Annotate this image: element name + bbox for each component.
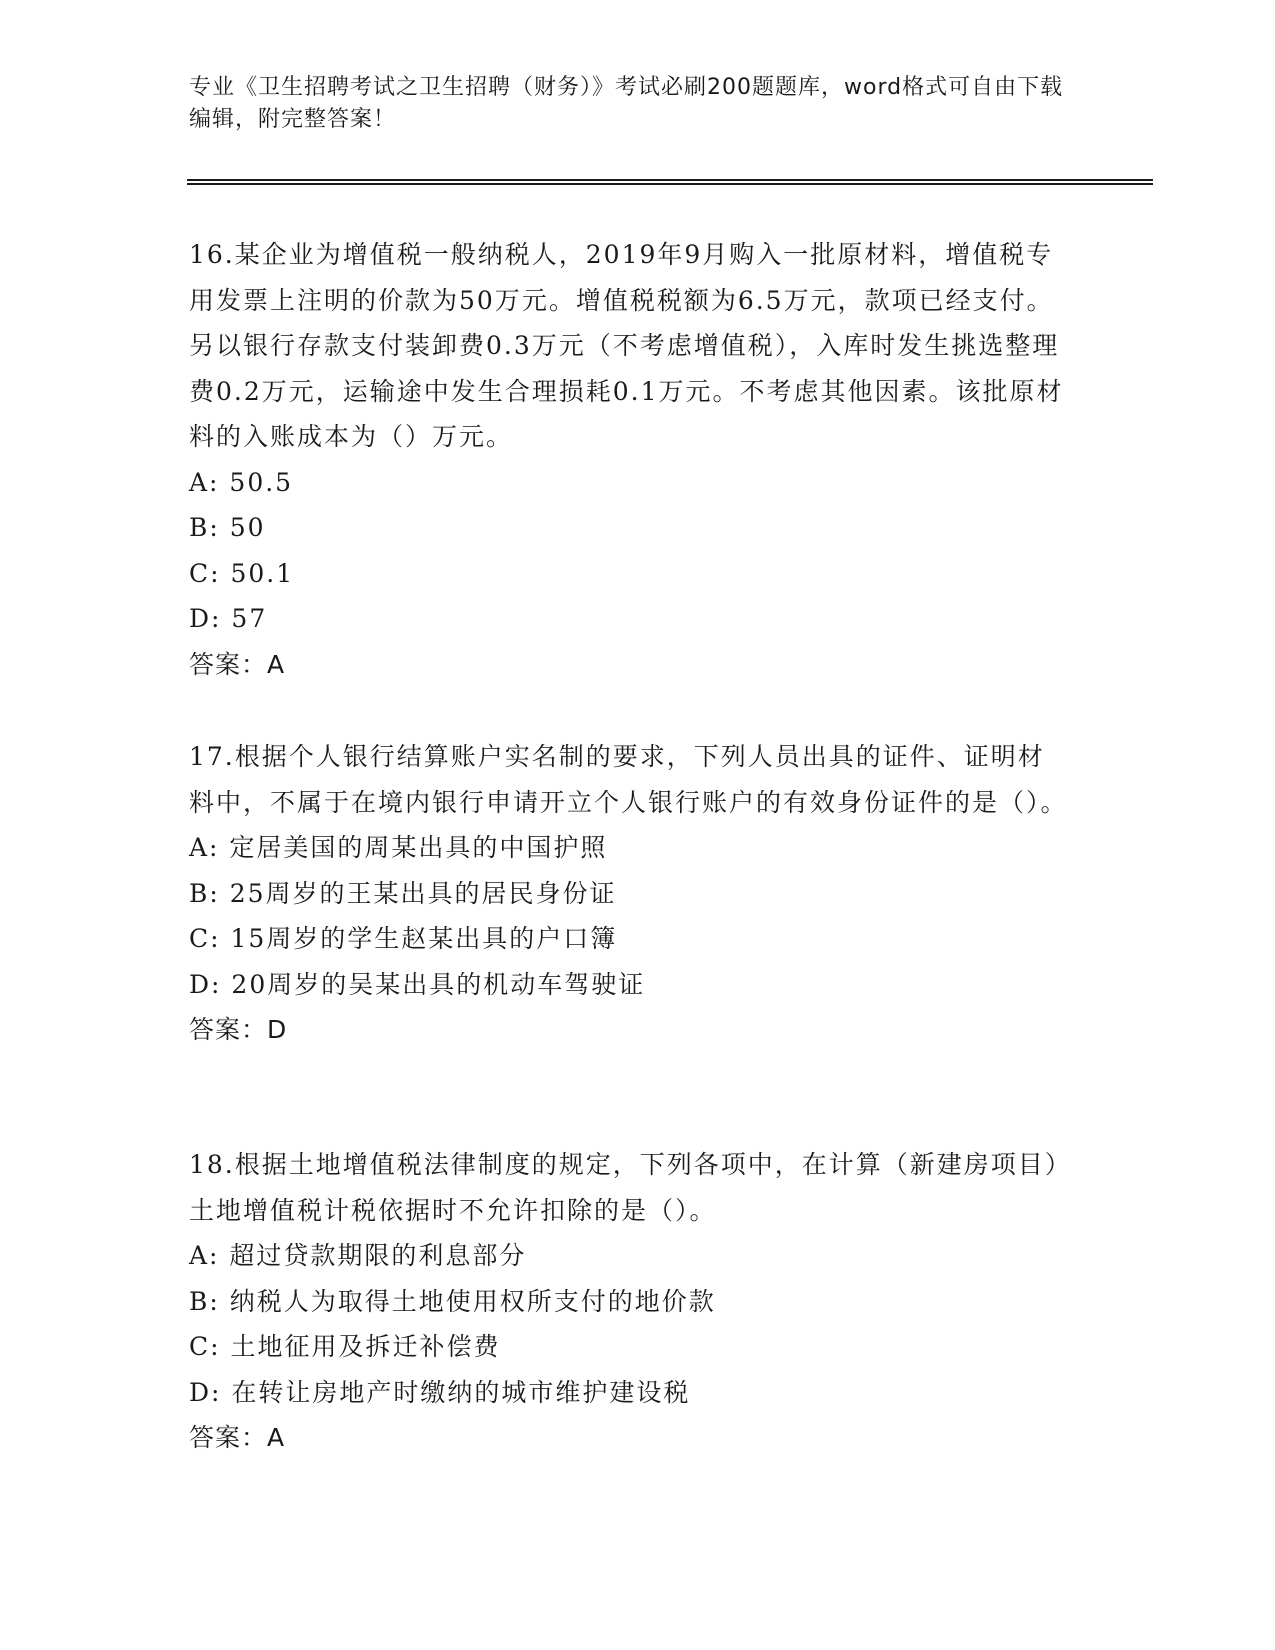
- option-a: A: 定居美国的周某出具的中国护照: [189, 833, 608, 862]
- question-17: [189, 734, 1069, 1053]
- answer-line: 答案：A: [189, 1423, 286, 1452]
- question-16: [189, 232, 1069, 687]
- option-a: A: 超过贷款期限的利息部分: [189, 1241, 527, 1270]
- question-stem: 18.根据土地增值税法律制度的规定，下列各项中，在计算（新建房项目）土地增值税计税依据时不允许扣除的是（）。: [189, 1150, 1060, 1225]
- option-b: B: 50: [189, 513, 266, 542]
- option-c: C: 土地征用及拆迁补偿费: [189, 1332, 501, 1361]
- option-b: B: 纳税人为取得土地使用权所支付的地价款: [189, 1286, 716, 1316]
- option-d: D: 在转让房地产时缴纳的城市维护建设税: [189, 1377, 691, 1407]
- answer-line: 答案：D: [189, 1015, 288, 1044]
- option-a: A: 50.5: [189, 467, 294, 497]
- option-d: D: 20周岁的吴某出具的机动车驾驶证: [189, 969, 646, 999]
- header-divider-bottom: [187, 183, 1153, 185]
- answer-line: 答案：A: [189, 649, 286, 679]
- question-18: [189, 1142, 1069, 1461]
- option-c: C: 15周岁的学生赵某出具的户口簿: [189, 924, 618, 953]
- option-b: B: 25周岁的王某出具的居民身份证: [189, 878, 617, 908]
- question-stem: 17.根据个人银行结算账户实名制的要求，下列人员出具的证件、证明材料中，不属于在境内银行申请开立个人银行账户的有效身份证件的是（）。: [189, 742, 1068, 817]
- header-intro-text: 专业《卫生招聘考试之卫生招聘（财务）》考试必刷200题题库，word格式可自由下载编辑，附完整答案！: [189, 75, 1064, 132]
- question-stem: 16.某企业为增值税一般纳税人，2019年9月购入一批原材料，增值税专用发票上注明的价款为50万元。增值税税额为6.5万元，款项已经支付。另以银行存款支付装卸费0.3万元（不考虑增值税），入库时发生挑选整理费0.2万元，运输途中发生合理损耗0.1万元。不考虑其他因素。该批原材料的入账成本为（）万元。: [189, 240, 1064, 451]
- document-header: [189, 72, 1069, 136]
- option-d: D: 57: [189, 604, 268, 633]
- header-divider-top: [187, 179, 1153, 181]
- option-c: C: 50.1: [189, 558, 295, 588]
